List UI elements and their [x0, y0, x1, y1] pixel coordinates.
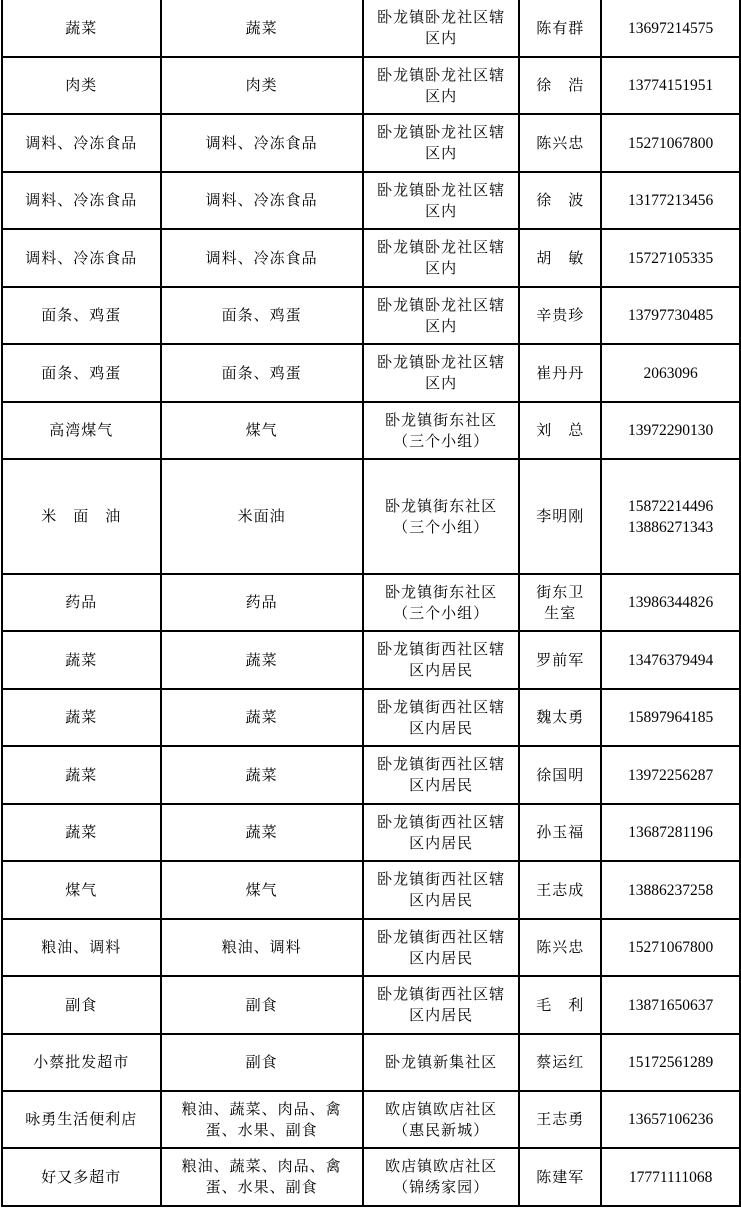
- table-row: [2, 919, 740, 976]
- cell-category: 调料、冷冻食品: [161, 114, 363, 172]
- cell-contact: 崔丹丹: [519, 344, 601, 402]
- table-row: [2, 459, 740, 574]
- cell-contact: 李明刚: [519, 459, 601, 574]
- cell-contact: 魏太勇: [519, 689, 601, 746]
- cell-category: 肉类: [161, 57, 363, 114]
- table-row: [2, 976, 740, 1034]
- cell-area: 卧龙镇街西社区辖 区内居民: [363, 861, 520, 919]
- cell-phone: 13697214575: [601, 0, 740, 57]
- cell-phone: 15271067800: [601, 114, 740, 172]
- cell-item: 药品: [2, 574, 161, 631]
- cell-category: 米面油: [161, 459, 363, 574]
- cell-contact: 孙玉福: [519, 804, 601, 861]
- cell-phone: 15172561289: [601, 1034, 740, 1091]
- cell-category: 调料、冷冻食品: [161, 172, 363, 229]
- cell-contact: 王志成: [519, 861, 601, 919]
- table-row: [2, 57, 740, 114]
- cell-area: 卧龙镇新集社区: [363, 1034, 520, 1091]
- table-row: [2, 574, 740, 631]
- cell-item: 蔬菜: [2, 689, 161, 746]
- cell-phone: 17771111068: [601, 1148, 740, 1206]
- cell-phone: 13177213456: [601, 172, 740, 229]
- cell-area: 卧龙镇街西社区辖 区内居民: [363, 919, 520, 976]
- table-row: [2, 229, 740, 287]
- contact-table: [1, 0, 741, 1207]
- cell-phone: 13797730485: [601, 287, 740, 344]
- cell-item: 调料、冷冻食品: [2, 114, 161, 172]
- cell-category: 副食: [161, 1034, 363, 1091]
- cell-area: 卧龙镇卧龙社区辖 区内: [363, 172, 520, 229]
- cell-area: 卧龙镇街西社区辖 区内居民: [363, 689, 520, 746]
- table-body: [2, 0, 740, 1206]
- cell-contact: 刘 总: [519, 402, 601, 459]
- cell-contact: 徐 波: [519, 172, 601, 229]
- cell-item: 面条、鸡蛋: [2, 344, 161, 402]
- cell-item: 蔬菜: [2, 631, 161, 689]
- cell-area: 卧龙镇卧龙社区辖 区内: [363, 114, 520, 172]
- cell-category: 副食: [161, 976, 363, 1034]
- cell-category: 粮油、蔬菜、肉品、禽 蛋、水果、副食: [161, 1091, 363, 1148]
- cell-contact: 王志勇: [519, 1091, 601, 1148]
- cell-contact: 胡 敏: [519, 229, 601, 287]
- table-row: [2, 344, 740, 402]
- cell-area: 卧龙镇街东社区 （三个小组）: [363, 402, 520, 459]
- cell-phone: 13972290130: [601, 402, 740, 459]
- table-row: [2, 861, 740, 919]
- table-row: [2, 804, 740, 861]
- table-row: [2, 402, 740, 459]
- cell-phone: 13886237258: [601, 861, 740, 919]
- cell-item: 蔬菜: [2, 804, 161, 861]
- cell-area: 卧龙镇街西社区辖 区内居民: [363, 976, 520, 1034]
- cell-area: 卧龙镇卧龙社区辖 区内: [363, 229, 520, 287]
- cell-item: 高湾煤气: [2, 402, 161, 459]
- cell-category: 蔬菜: [161, 0, 363, 57]
- cell-item: 调料、冷冻食品: [2, 172, 161, 229]
- cell-phone: 15897964185: [601, 689, 740, 746]
- cell-category: 粮油、蔬菜、肉品、禽 蛋、水果、副食: [161, 1148, 363, 1206]
- cell-area: 欧店镇欧店社区 （惠民新城）: [363, 1091, 520, 1148]
- cell-phone: 13476379494: [601, 631, 740, 689]
- cell-item: 小蔡批发超市: [2, 1034, 161, 1091]
- cell-phone: 13871650637: [601, 976, 740, 1034]
- cell-phone: 15727105335: [601, 229, 740, 287]
- cell-phone: 13657106236: [601, 1091, 740, 1148]
- cell-contact: 徐国明: [519, 746, 601, 804]
- cell-contact: 陈建军: [519, 1148, 601, 1206]
- cell-contact: 徐 浩: [519, 57, 601, 114]
- table-row: [2, 689, 740, 746]
- cell-phone: 13774151951: [601, 57, 740, 114]
- cell-item: 蔬菜: [2, 746, 161, 804]
- cell-category: 药品: [161, 574, 363, 631]
- cell-phone: 13986344826: [601, 574, 740, 631]
- cell-category: 蔬菜: [161, 689, 363, 746]
- cell-category: 面条、鸡蛋: [161, 287, 363, 344]
- cell-category: 煤气: [161, 861, 363, 919]
- cell-contact: 毛 利: [519, 976, 601, 1034]
- cell-contact: 罗前军: [519, 631, 601, 689]
- cell-phone: 13972256287: [601, 746, 740, 804]
- cell-contact: 蔡运红: [519, 1034, 601, 1091]
- cell-category: 粮油、调料: [161, 919, 363, 976]
- cell-item: 煤气: [2, 861, 161, 919]
- cell-item: 调料、冷冻食品: [2, 229, 161, 287]
- cell-item: 副食: [2, 976, 161, 1034]
- cell-area: 卧龙镇街西社区辖 区内居民: [363, 804, 520, 861]
- cell-phone: 15872214496 13886271343: [601, 459, 740, 574]
- cell-item: 面条、鸡蛋: [2, 287, 161, 344]
- table-row: [2, 287, 740, 344]
- cell-area: 卧龙镇卧龙社区辖 区内: [363, 344, 520, 402]
- cell-item: 米 面 油: [2, 459, 161, 574]
- table-row: [2, 631, 740, 689]
- cell-category: 蔬菜: [161, 746, 363, 804]
- table-row: [2, 1148, 740, 1206]
- cell-category: 蔬菜: [161, 804, 363, 861]
- cell-contact: 陈兴忠: [519, 919, 601, 976]
- cell-area: 卧龙镇卧龙社区辖 区内: [363, 57, 520, 114]
- cell-item: 好又多超市: [2, 1148, 161, 1206]
- cell-contact: 街东卫 生室: [519, 574, 601, 631]
- cell-area: 卧龙镇街西社区辖 区内居民: [363, 631, 520, 689]
- cell-phone: 15271067800: [601, 919, 740, 976]
- cell-item: 肉类: [2, 57, 161, 114]
- table-row: [2, 172, 740, 229]
- cell-area: 卧龙镇街东社区 （三个小组）: [363, 574, 520, 631]
- cell-item: 粮油、调料: [2, 919, 161, 976]
- cell-area: 卧龙镇街西社区辖 区内居民: [363, 746, 520, 804]
- table-row: [2, 1091, 740, 1148]
- cell-category: 面条、鸡蛋: [161, 344, 363, 402]
- cell-contact: 陈兴忠: [519, 114, 601, 172]
- cell-contact: 辛贵珍: [519, 287, 601, 344]
- cell-category: 煤气: [161, 402, 363, 459]
- table-row: [2, 1034, 740, 1091]
- table-row: [2, 0, 740, 57]
- cell-phone: 13687281196: [601, 804, 740, 861]
- cell-category: 蔬菜: [161, 631, 363, 689]
- cell-item: 蔬菜: [2, 0, 161, 57]
- table-row: [2, 746, 740, 804]
- cell-phone: 2063096: [601, 344, 740, 402]
- cell-area: 欧店镇欧店社区 （锦绣家园）: [363, 1148, 520, 1206]
- cell-item: 咏勇生活便利店: [2, 1091, 161, 1148]
- cell-contact: 陈有群: [519, 0, 601, 57]
- table-row: [2, 114, 740, 172]
- cell-area: 卧龙镇卧龙社区辖 区内: [363, 0, 520, 57]
- cell-category: 调料、冷冻食品: [161, 229, 363, 287]
- cell-area: 卧龙镇街东社区 （三个小组）: [363, 459, 520, 574]
- cell-area: 卧龙镇卧龙社区辖 区内: [363, 287, 520, 344]
